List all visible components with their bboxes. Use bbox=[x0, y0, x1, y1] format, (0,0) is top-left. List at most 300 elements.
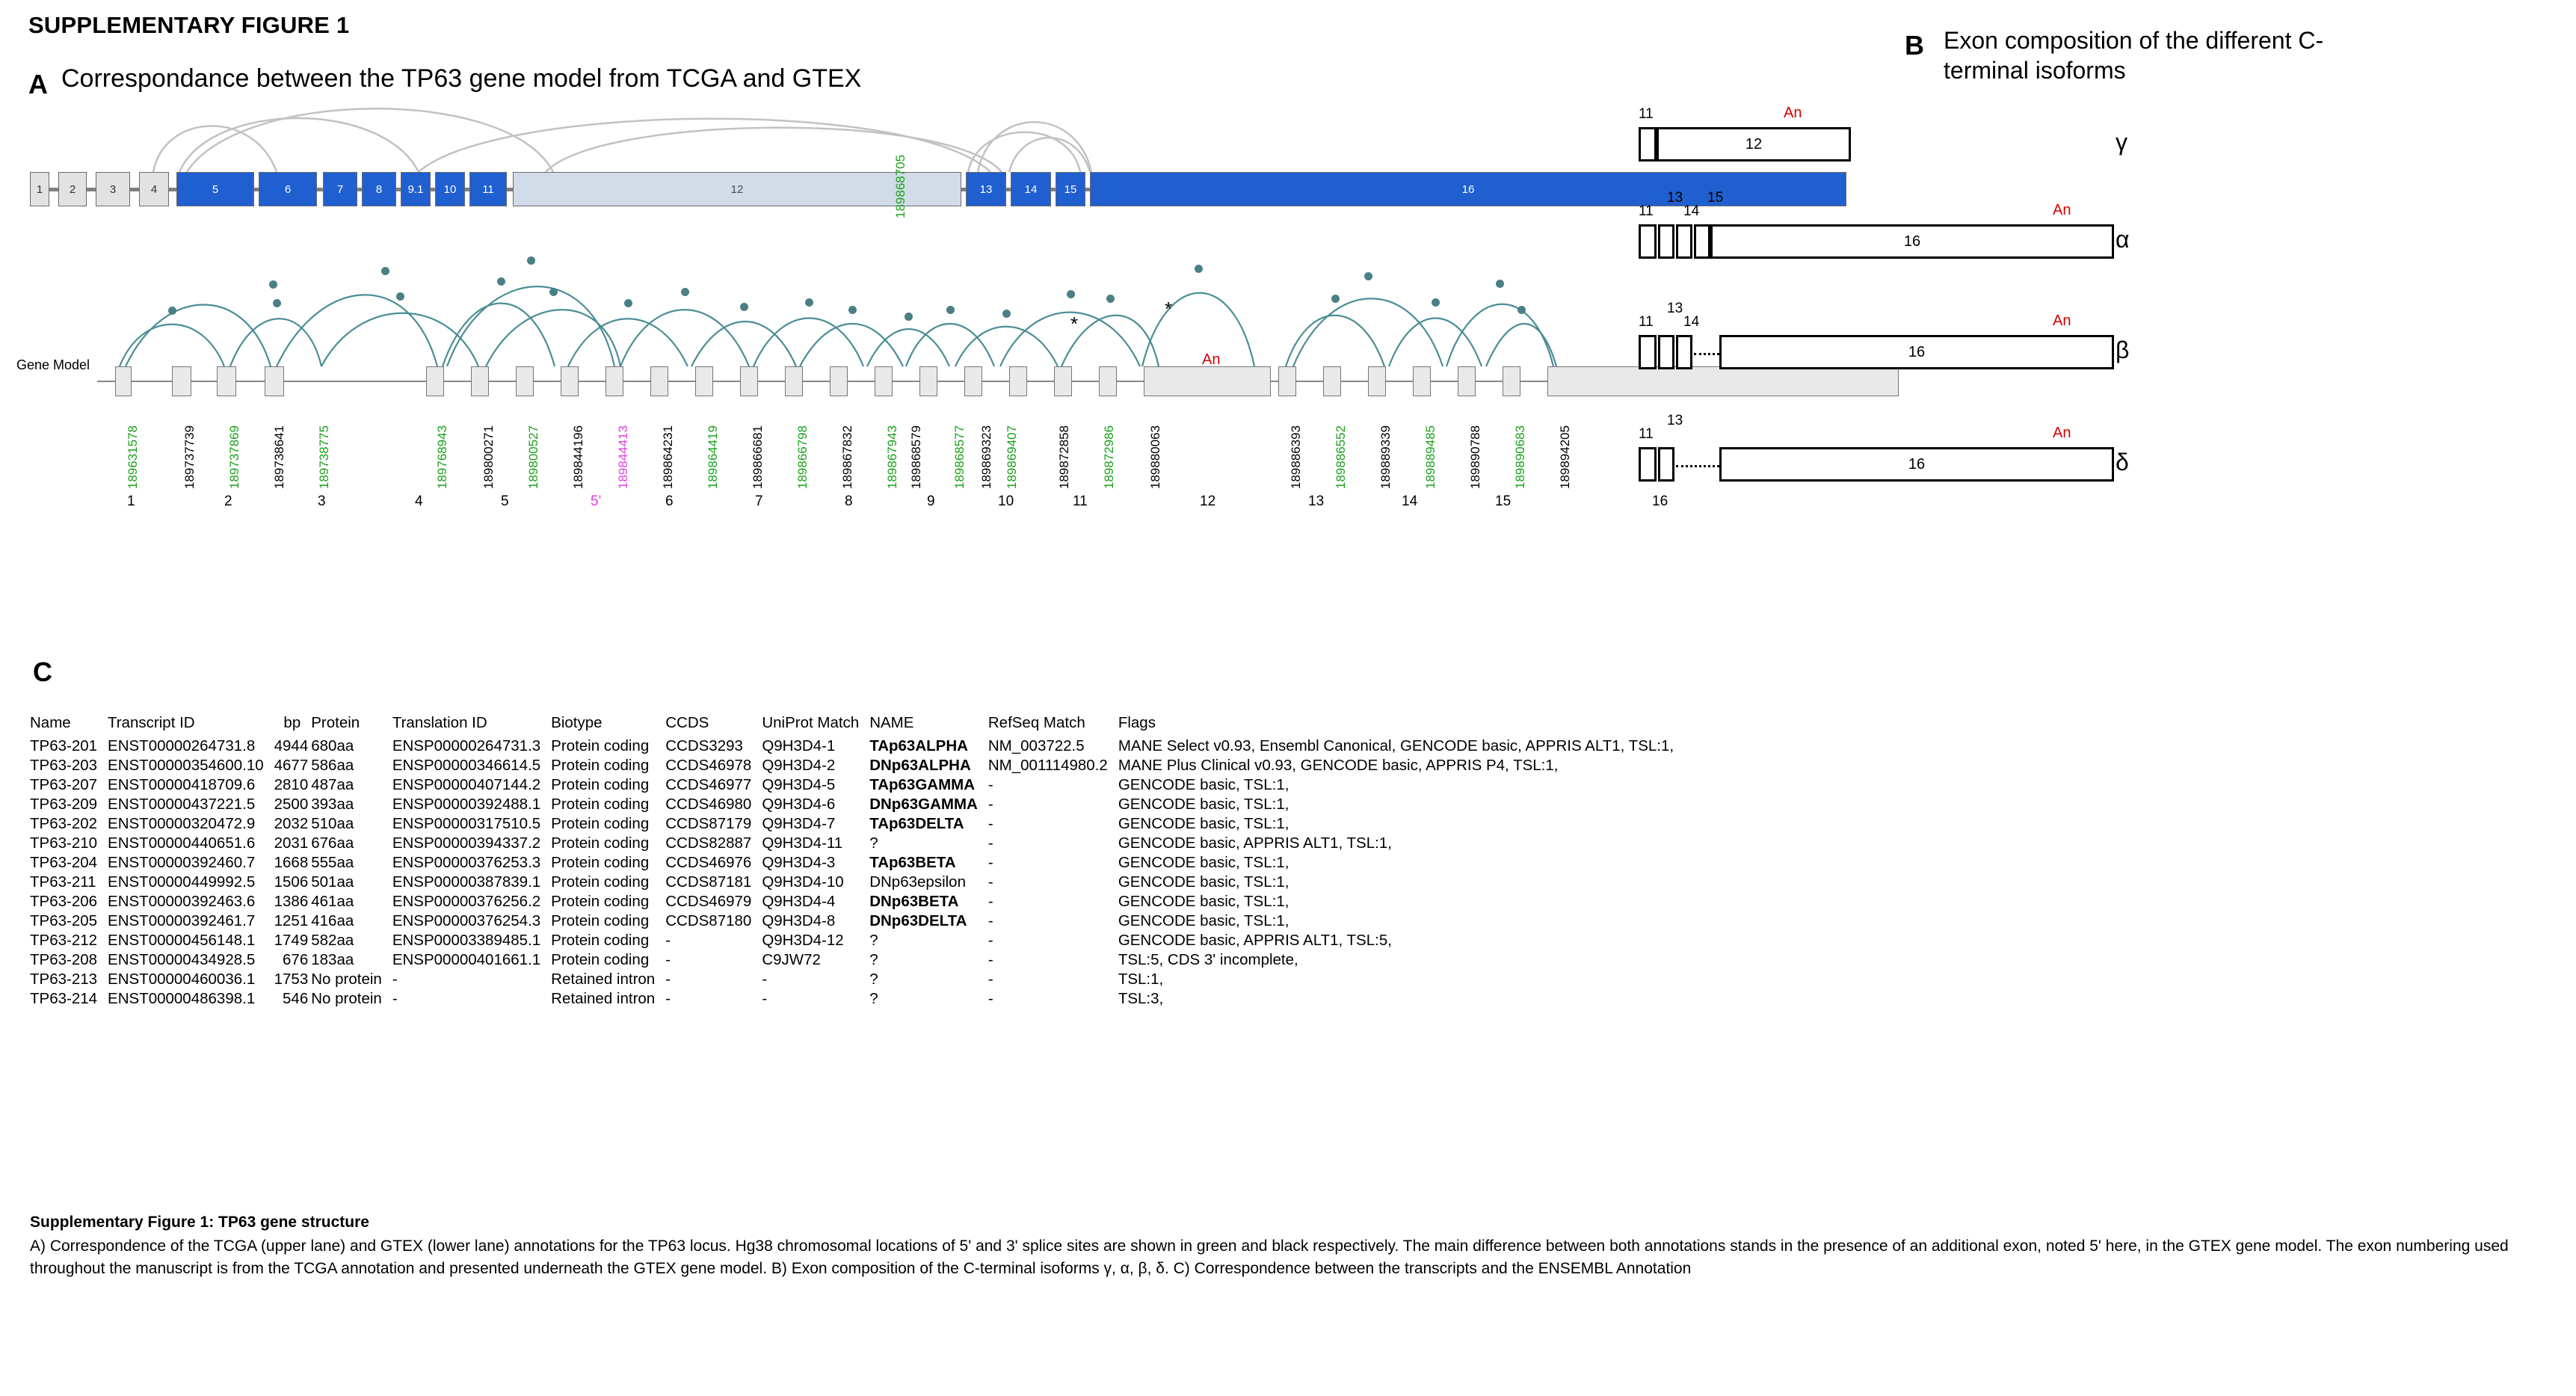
iso-alpha-num-11: 11 bbox=[1639, 203, 1654, 219]
tcga-exon-3: 3 bbox=[96, 172, 130, 206]
cell-translation-id: ENSP00000401661.1 bbox=[392, 951, 541, 968]
cell-protein: 555aa bbox=[311, 854, 354, 871]
cell-biotype: Protein coding bbox=[551, 815, 650, 832]
splice-dot-1 bbox=[269, 280, 277, 289]
cell-name: TP63-209 bbox=[30, 796, 98, 813]
cell-flags: TSL:1, bbox=[1118, 971, 1164, 988]
table-row bbox=[30, 814, 1684, 834]
table-row bbox=[30, 775, 1684, 795]
iso-beta-num-14: 14 bbox=[1683, 314, 1700, 330]
gene-model-label: Gene Model bbox=[16, 357, 90, 372]
cell-transcript-id: ENST00000354600.10 bbox=[108, 757, 264, 774]
iso-gamma-name: γ bbox=[2116, 129, 2127, 156]
cell-transcript-id: ENST00000320472.9 bbox=[108, 815, 256, 832]
cell-uniprot: Q9H3D4-6 bbox=[762, 796, 836, 813]
cell-biotype: Protein coding bbox=[551, 757, 650, 774]
splice-dot-14 bbox=[946, 306, 955, 314]
gm-coord-189867943: 189867943 bbox=[885, 425, 899, 489]
cell-biotype: Protein coding bbox=[551, 796, 650, 813]
gm-exon-3 bbox=[217, 366, 236, 396]
gm-exon-number-12: 12 bbox=[1200, 493, 1216, 509]
cell-name: TP63-208 bbox=[30, 951, 98, 968]
gm-coord-189844196: 189844196 bbox=[571, 425, 585, 489]
iso-alpha-exon-11 bbox=[1639, 224, 1657, 259]
gm-exon-number-1: 1 bbox=[127, 493, 135, 509]
iso-alpha-name: α bbox=[2116, 226, 2130, 253]
cell-name: TP63-214 bbox=[30, 990, 98, 1007]
splice-dot-11 bbox=[805, 298, 813, 307]
cell-bp: 1506 bbox=[274, 873, 309, 891]
gm-exon-number-3: 3 bbox=[318, 493, 326, 509]
iso-alpha-num-15: 15 bbox=[1707, 190, 1724, 206]
iso-beta-num-11: 11 bbox=[1639, 314, 1654, 330]
gm-exon-1 bbox=[115, 366, 132, 396]
cell-translation-id: ENSP00000346614.5 bbox=[392, 757, 541, 774]
gm-coord-189737739: 189737739 bbox=[182, 425, 197, 489]
gm-exon-number-5: 5 bbox=[501, 493, 509, 509]
gm-exon-14 bbox=[875, 366, 893, 396]
cell-bp: 1386 bbox=[274, 893, 309, 910]
iso-delta-exon-13 bbox=[1658, 447, 1674, 482]
cell-bp: 4677 bbox=[274, 757, 309, 774]
cell-isoform-name: DNp63epsilon bbox=[869, 873, 966, 891]
cell-isoform-name: DNp63GAMMA bbox=[869, 796, 978, 813]
gm-coord-189868577: 189868577 bbox=[952, 425, 967, 489]
cell-uniprot: Q9H3D4-1 bbox=[762, 737, 836, 754]
gm-coord-189864231: 189864231 bbox=[661, 425, 675, 489]
splice-dot-3 bbox=[381, 267, 389, 275]
asterisk-1: * bbox=[1070, 313, 1079, 335]
iso-beta-exon-11 bbox=[1639, 335, 1657, 369]
panel-b-letter: B bbox=[1905, 30, 1924, 61]
table-row bbox=[30, 970, 1684, 989]
table-row bbox=[30, 795, 1684, 814]
splice-dot-16 bbox=[1067, 290, 1075, 298]
col-refseq-match: RefSeq Match bbox=[987, 714, 1085, 731]
figure-title: SUPPLEMENTARY FIGURE 1 bbox=[28, 12, 350, 38]
gm-exon-7 bbox=[561, 366, 579, 396]
tcga-exon-5: 5 bbox=[176, 172, 254, 206]
figure-caption bbox=[30, 1211, 2527, 1279]
panel-b-isoforms bbox=[1637, 97, 2557, 501]
cell-uniprot: Q9H3D4-2 bbox=[762, 757, 836, 774]
cell-translation-id: ENSP00000376256.2 bbox=[392, 893, 541, 910]
iso-delta-num-13: 13 bbox=[1667, 413, 1683, 428]
splice-dot-12 bbox=[848, 306, 857, 314]
cell-uniprot: Q9H3D4-5 bbox=[762, 776, 836, 793]
cell-transcript-id: ENST00000392463.6 bbox=[108, 893, 256, 910]
splice-dot-19 bbox=[1331, 295, 1340, 303]
cell-refseq: - bbox=[987, 796, 993, 813]
iso-gamma-an: An bbox=[1784, 105, 1802, 121]
gm-exon-5 bbox=[426, 366, 444, 396]
cell-protein: No protein bbox=[311, 971, 382, 988]
cell-transcript-id: ENST00000264731.8 bbox=[108, 737, 256, 754]
cell-isoform-name: TAp63DELTA bbox=[869, 815, 964, 832]
gm-exon-8 bbox=[606, 366, 623, 396]
cell-isoform-name: ? bbox=[869, 932, 878, 949]
cell-protein: 183aa bbox=[311, 951, 354, 968]
table-row bbox=[30, 834, 1684, 853]
cell-name: TP63-210 bbox=[30, 834, 98, 852]
gm-exon-4 bbox=[265, 366, 284, 396]
cell-refseq: - bbox=[987, 951, 993, 968]
splice-dot-9 bbox=[681, 288, 689, 296]
gm-coord-189864419: 189864419 bbox=[706, 425, 720, 489]
cell-biotype: Protein coding bbox=[551, 854, 650, 871]
gm-coord-189868579: 189868579 bbox=[909, 425, 923, 489]
cell-isoform-name: TAp63GAMMA bbox=[869, 776, 976, 793]
col-name: Name bbox=[30, 714, 71, 731]
splice-dot-21 bbox=[1432, 298, 1440, 307]
cell-protein: 416aa bbox=[311, 912, 354, 929]
cell-translation-id: - bbox=[392, 990, 398, 1007]
iso-gamma-num-11: 11 bbox=[1639, 106, 1654, 122]
col-protein: Protein bbox=[311, 714, 360, 731]
splice-dot-10 bbox=[740, 303, 748, 311]
table-row bbox=[30, 989, 1684, 1009]
iso-alpha-num-13: 13 bbox=[1667, 190, 1683, 206]
cell-bp: 2810 bbox=[274, 776, 309, 793]
cell-protein: 586aa bbox=[311, 757, 354, 774]
cell-ccds: CCDS82887 bbox=[665, 834, 752, 852]
tcga-exon-4: 4 bbox=[139, 172, 169, 206]
gm-exon-19 bbox=[1099, 366, 1117, 396]
gm-coord-189866681: 189866681 bbox=[751, 425, 765, 489]
iso-beta-exon-16: 16 bbox=[1719, 335, 2114, 369]
tcga-exon-1: 1 bbox=[30, 172, 49, 206]
cell-refseq: - bbox=[987, 932, 993, 949]
splice-dot-13 bbox=[905, 313, 913, 321]
cell-flags: MANE Select v0.93, Ensembl Canonical, GENCODE basic, APPRIS ALT1, TSL:1, bbox=[1118, 737, 1674, 754]
cell-transcript-id: ENST00000392461.7 bbox=[108, 912, 256, 929]
cell-isoform-name: DNp63DELTA bbox=[869, 912, 967, 929]
cell-biotype: Protein coding bbox=[551, 951, 650, 968]
iso-alpha-exon-14 bbox=[1676, 224, 1692, 259]
tcga-exon-6: 6 bbox=[259, 172, 317, 206]
splice-dot-15 bbox=[1002, 310, 1011, 318]
cell-biotype: Protein coding bbox=[551, 776, 650, 793]
cell-flags: MANE Plus Clinical v0.93, GENCODE basic, APPRIS P4, TSL:1, bbox=[1118, 757, 1559, 774]
cell-uniprot: Q9H3D4-12 bbox=[762, 932, 844, 949]
cell-refseq: NM_001114980.2 bbox=[987, 757, 1108, 774]
cell-bp: 4944 bbox=[274, 737, 309, 754]
tcga-exon-14: 14 bbox=[1011, 172, 1051, 206]
cell-isoform-name: ? bbox=[869, 971, 878, 988]
cell-bp: 1251 bbox=[274, 912, 309, 929]
cell-protein: 510aa bbox=[311, 815, 354, 832]
gm-coord-189880063: 189880063 bbox=[1148, 425, 1162, 489]
col-biotype: Biotype bbox=[551, 714, 603, 731]
cell-translation-id: ENSP00000376253.3 bbox=[392, 854, 541, 871]
gm-exon-17 bbox=[1009, 366, 1027, 396]
cell-protein: 501aa bbox=[311, 873, 354, 891]
cell-translation-id: ENSP00000317510.5 bbox=[392, 815, 541, 832]
cell-name: TP63-206 bbox=[30, 893, 98, 910]
gm-coord-189889485: 189889485 bbox=[1423, 425, 1438, 489]
iso-delta-dotted-link bbox=[1676, 465, 1719, 467]
gm-coord-189886552: 189886552 bbox=[1334, 425, 1348, 489]
gm-coord-189631578: 189631578 bbox=[126, 425, 140, 489]
col-transcript-id: Transcript ID bbox=[108, 714, 195, 731]
splice-dot-4 bbox=[396, 292, 404, 301]
cell-transcript-id: ENST00000392460.7 bbox=[108, 854, 256, 871]
cell-flags: GENCODE basic, TSL:1, bbox=[1118, 776, 1289, 793]
gm-coord-189886393: 189886393 bbox=[1289, 425, 1303, 489]
iso-gamma-exon-11 bbox=[1639, 127, 1657, 162]
cell-name: TP63-211 bbox=[30, 873, 96, 891]
cell-flags: GENCODE basic, APPRIS ALT1, TSL:1, bbox=[1118, 834, 1392, 852]
splice-dot-18 bbox=[1195, 265, 1203, 273]
cell-ccds: CCDS46979 bbox=[665, 893, 752, 910]
col-isoform-name: NAME bbox=[869, 714, 914, 731]
panel-b-title: Exon composition of the different C-terminal isoforms bbox=[1944, 27, 2324, 84]
cell-protein: 680aa bbox=[311, 737, 354, 754]
cell-transcript-id: ENST00000434928.5 bbox=[108, 951, 256, 968]
gm-exon-16 bbox=[964, 366, 982, 396]
cell-flags: TSL:3, bbox=[1118, 990, 1164, 1007]
splice-dot-5 bbox=[497, 277, 505, 286]
cell-name: TP63-212 bbox=[30, 932, 98, 949]
cell-isoform-name: DNp63ALPHA bbox=[869, 757, 971, 774]
cell-refseq: - bbox=[987, 776, 993, 793]
cell-uniprot: Q9H3D4-3 bbox=[762, 854, 836, 871]
iso-beta-exon-13 bbox=[1658, 335, 1674, 369]
gm-coord-189894205: 189894205 bbox=[1558, 425, 1572, 489]
cell-uniprot: C9JW72 bbox=[762, 951, 821, 968]
gm-coord-189738641: 189738641 bbox=[272, 425, 286, 489]
iso-alpha-exon-16: 16 bbox=[1710, 224, 2114, 259]
panel-c-letter: C bbox=[33, 657, 52, 687]
iso-delta-num-11: 11 bbox=[1639, 426, 1654, 442]
cell-ccds: CCDS87179 bbox=[665, 815, 752, 832]
tcga-exon-9.1: 9.1 bbox=[401, 172, 431, 206]
gm-coord-189866798: 189866798 bbox=[795, 425, 810, 489]
cell-name: TP63-201 bbox=[30, 737, 98, 754]
tcga-exon-12: 12 bbox=[513, 172, 961, 206]
gm-coord-top-189868705: 189868705 bbox=[893, 154, 908, 218]
tcga-exon-10: 10 bbox=[435, 172, 465, 206]
cell-refseq: - bbox=[987, 893, 993, 910]
table-body bbox=[30, 737, 1684, 1009]
gene-model-track bbox=[97, 366, 1839, 396]
cell-bp: 676 bbox=[283, 951, 309, 968]
gm-exon-18 bbox=[1054, 366, 1072, 396]
cell-ccds: - bbox=[665, 990, 671, 1007]
cell-ccds: CCDS46978 bbox=[665, 757, 752, 774]
gm-coord-189738775: 189738775 bbox=[317, 425, 331, 489]
gm-exon-20 bbox=[1278, 366, 1296, 396]
cell-biotype: Protein coding bbox=[551, 737, 650, 754]
cell-name: TP63-213 bbox=[30, 971, 98, 988]
splice-dot-17 bbox=[1106, 295, 1115, 303]
tcga-exon-13: 13 bbox=[966, 172, 1006, 206]
cell-isoform-name: TAp63ALPHA bbox=[869, 737, 968, 754]
cell-bp: 2032 bbox=[274, 815, 309, 832]
cell-biotype: Retained intron bbox=[551, 990, 656, 1007]
cell-translation-id: ENSP00000394337.2 bbox=[392, 834, 541, 852]
iso-delta-exon-16: 16 bbox=[1719, 447, 2114, 482]
cell-uniprot: Q9H3D4-11 bbox=[762, 834, 843, 852]
tcga-exon-15: 15 bbox=[1056, 172, 1085, 206]
cell-protein: No protein bbox=[311, 990, 382, 1007]
cell-transcript-id: ENST00000486398.1 bbox=[108, 990, 256, 1007]
table-header-row bbox=[30, 714, 1684, 737]
gm-coord-189867832: 189867832 bbox=[840, 425, 854, 489]
asterisk-2: * bbox=[1165, 298, 1173, 320]
gm-exon-2 bbox=[172, 366, 191, 396]
gm-coord-189890683: 189890683 bbox=[1513, 425, 1527, 489]
table-row bbox=[30, 931, 1684, 950]
cell-translation-id: ENSP00000264731.3 bbox=[392, 737, 541, 754]
splice-dot-2 bbox=[273, 299, 281, 307]
cell-isoform-name: TAp63BETA bbox=[869, 854, 956, 871]
cell-isoform-name: DNp63BETA bbox=[869, 893, 959, 910]
caption-title: Supplementary Figure 1: TP63 gene structure bbox=[30, 1214, 369, 1231]
cell-name: TP63-202 bbox=[30, 815, 98, 832]
cell-transcript-id: ENST00000418709.6 bbox=[108, 776, 256, 793]
iso-delta-exon-11 bbox=[1639, 447, 1657, 482]
panel-a-letter: A bbox=[28, 69, 48, 99]
table-row bbox=[30, 950, 1684, 970]
gene-model-coordinates bbox=[97, 399, 1891, 549]
cell-protein: 461aa bbox=[311, 893, 354, 910]
gm-exon-number-8: 8 bbox=[845, 493, 853, 509]
gm-exon-23 bbox=[1413, 366, 1431, 396]
iso-gamma-exon-12: 12 bbox=[1657, 127, 1851, 162]
cell-biotype: Retained intron bbox=[551, 971, 656, 988]
gm-exon-number-14: 14 bbox=[1402, 493, 1418, 509]
gm-coord-189800527: 189800527 bbox=[526, 425, 540, 489]
gm-exon-number-5': 5' bbox=[591, 493, 602, 509]
gm-exon-number-13: 13 bbox=[1308, 493, 1325, 509]
gm-coord-189800271: 189800271 bbox=[481, 425, 496, 489]
splice-dot-20 bbox=[1364, 272, 1372, 280]
tcga-exon-7: 7 bbox=[323, 172, 357, 206]
gm-exon-number-16: 16 bbox=[1652, 493, 1668, 509]
cell-translation-id: ENSP00000387839.1 bbox=[392, 873, 541, 891]
cell-translation-id: ENSP00003389485.1 bbox=[392, 932, 541, 949]
table-row bbox=[30, 737, 1684, 756]
gm-exon-12 bbox=[785, 366, 803, 396]
gm-an-label-1: An bbox=[1202, 351, 1221, 368]
tcga-exon-11: 11 bbox=[469, 172, 507, 206]
cell-transcript-id: ENST00000456148.1 bbox=[108, 932, 256, 949]
cell-ccds: - bbox=[665, 971, 671, 988]
splice-dot-8 bbox=[624, 299, 632, 307]
splice-dot-22 bbox=[1496, 280, 1504, 288]
cell-protein: 393aa bbox=[311, 796, 354, 813]
iso-beta-an: An bbox=[2053, 313, 2071, 329]
gm-exon-12-big bbox=[1144, 366, 1271, 396]
cell-translation-id: ENSP00000376254.3 bbox=[392, 912, 541, 929]
cell-refseq: - bbox=[987, 854, 993, 871]
cell-transcript-id: ENST00000437221.5 bbox=[108, 796, 256, 813]
table-row bbox=[30, 756, 1684, 775]
cell-name: TP63-204 bbox=[30, 854, 98, 871]
splice-dot-23 bbox=[1517, 306, 1526, 314]
cell-ccds: - bbox=[665, 951, 671, 968]
cell-bp: 2031 bbox=[274, 834, 309, 852]
gm-exon-number-4: 4 bbox=[415, 493, 423, 509]
table-row bbox=[30, 853, 1684, 873]
cell-flags: GENCODE basic, TSL:1, bbox=[1118, 912, 1289, 929]
cell-translation-id: ENSP00000392488.1 bbox=[392, 796, 541, 813]
gm-exon-number-10: 10 bbox=[998, 493, 1014, 509]
cell-transcript-id: ENST00000449992.5 bbox=[108, 873, 256, 891]
gm-coord-189869407: 189869407 bbox=[1005, 425, 1019, 489]
cell-refseq: NM_003722.5 bbox=[987, 737, 1085, 754]
cell-uniprot: Q9H3D4-10 bbox=[762, 873, 844, 891]
cell-flags: GENCODE basic, TSL:1, bbox=[1118, 854, 1289, 871]
tcga-exon-2: 2 bbox=[58, 172, 87, 206]
col-bp: bp bbox=[283, 714, 301, 731]
cell-name: TP63-207 bbox=[30, 776, 98, 793]
tcga-exon-16: 16 bbox=[1090, 172, 1846, 206]
gm-exon-number-15: 15 bbox=[1495, 493, 1512, 509]
cell-name: TP63-203 bbox=[30, 757, 98, 774]
cell-isoform-name: ? bbox=[869, 834, 878, 852]
iso-beta-exon-14 bbox=[1676, 335, 1692, 369]
cell-flags: GENCODE basic, TSL:1, bbox=[1118, 815, 1289, 832]
cell-bp: 2500 bbox=[274, 796, 309, 813]
gm-exon-number-9: 9 bbox=[927, 493, 935, 509]
table-row bbox=[30, 892, 1684, 911]
cell-isoform-name: ? bbox=[869, 990, 878, 1007]
gm-exon-22 bbox=[1368, 366, 1386, 396]
gene-model-exon-numbers bbox=[97, 493, 1891, 523]
col-flags: Flags bbox=[1118, 714, 1156, 731]
splice-dot-6 bbox=[527, 256, 535, 265]
cell-refseq: - bbox=[987, 815, 993, 832]
cell-protein: 582aa bbox=[311, 932, 354, 949]
cell-biotype: Protein coding bbox=[551, 834, 650, 852]
cell-flags: GENCODE basic, TSL:1, bbox=[1118, 893, 1289, 910]
cell-flags: GENCODE basic, APPRIS ALT1, TSL:5, bbox=[1118, 932, 1392, 949]
gm-coord-189889339: 189889339 bbox=[1378, 425, 1393, 489]
cell-biotype: Protein coding bbox=[551, 873, 650, 891]
cell-refseq: - bbox=[987, 990, 993, 1007]
gm-coord-189844413: 189844413 bbox=[616, 425, 630, 489]
cell-biotype: Protein coding bbox=[551, 893, 650, 910]
gm-coord-189872986: 189872986 bbox=[1102, 425, 1116, 489]
col-ccds: CCDS bbox=[665, 714, 709, 731]
cell-refseq: - bbox=[987, 873, 993, 891]
cell-ccds: CCDS87181 bbox=[665, 873, 752, 891]
gene-model-junction-dots bbox=[97, 150, 1854, 381]
cell-ccds: CCDS87180 bbox=[665, 912, 752, 929]
gm-exon-number-7: 7 bbox=[755, 493, 763, 509]
gm-exon-10 bbox=[695, 366, 713, 396]
cell-transcript-id: ENST00000460036.1 bbox=[108, 971, 256, 988]
col-uniprot-match: UniProt Match bbox=[762, 714, 860, 731]
cell-biotype: Protein coding bbox=[551, 912, 650, 929]
cell-translation-id: ENSP00000407144.2 bbox=[392, 776, 541, 793]
splice-dot-0 bbox=[168, 307, 176, 315]
iso-beta-dotted-link bbox=[1694, 353, 1719, 355]
caption-body: A) Correspondence of the TCGA (upper lane) and GTEX (lower lane) annotations for the TP63 locus. Hg38 chromosomal locations of 5' and 3' splice sites are shown in green and black respectively. The main difference between both annotations stands in the presence of an additional exon, noted 5' here, in the GTEX gene model. The exon numbering used throughout the manuscript is from the TCGA annotation and presented underneath the GTEX gene model. B) Exon composition of the C-terminal isoforms γ, α, β, δ. C) Correspondence between the transcripts and the ENSEMBL Annotation bbox=[30, 1237, 2509, 1277]
panel-a-title: Correspondance between the TP63 gene model from TCGA and GTEX bbox=[61, 64, 862, 93]
cell-ccds: CCDS46976 bbox=[665, 854, 752, 871]
cell-uniprot: Q9H3D4-8 bbox=[762, 912, 836, 929]
gm-exon-11 bbox=[740, 366, 758, 396]
gm-coord-189737869: 189737869 bbox=[227, 425, 241, 489]
table-row bbox=[30, 911, 1684, 931]
iso-beta-name: β bbox=[2116, 336, 2130, 363]
gm-exon-6 bbox=[516, 366, 534, 396]
cell-protein: 676aa bbox=[311, 834, 354, 852]
cell-ccds: - bbox=[665, 932, 671, 949]
